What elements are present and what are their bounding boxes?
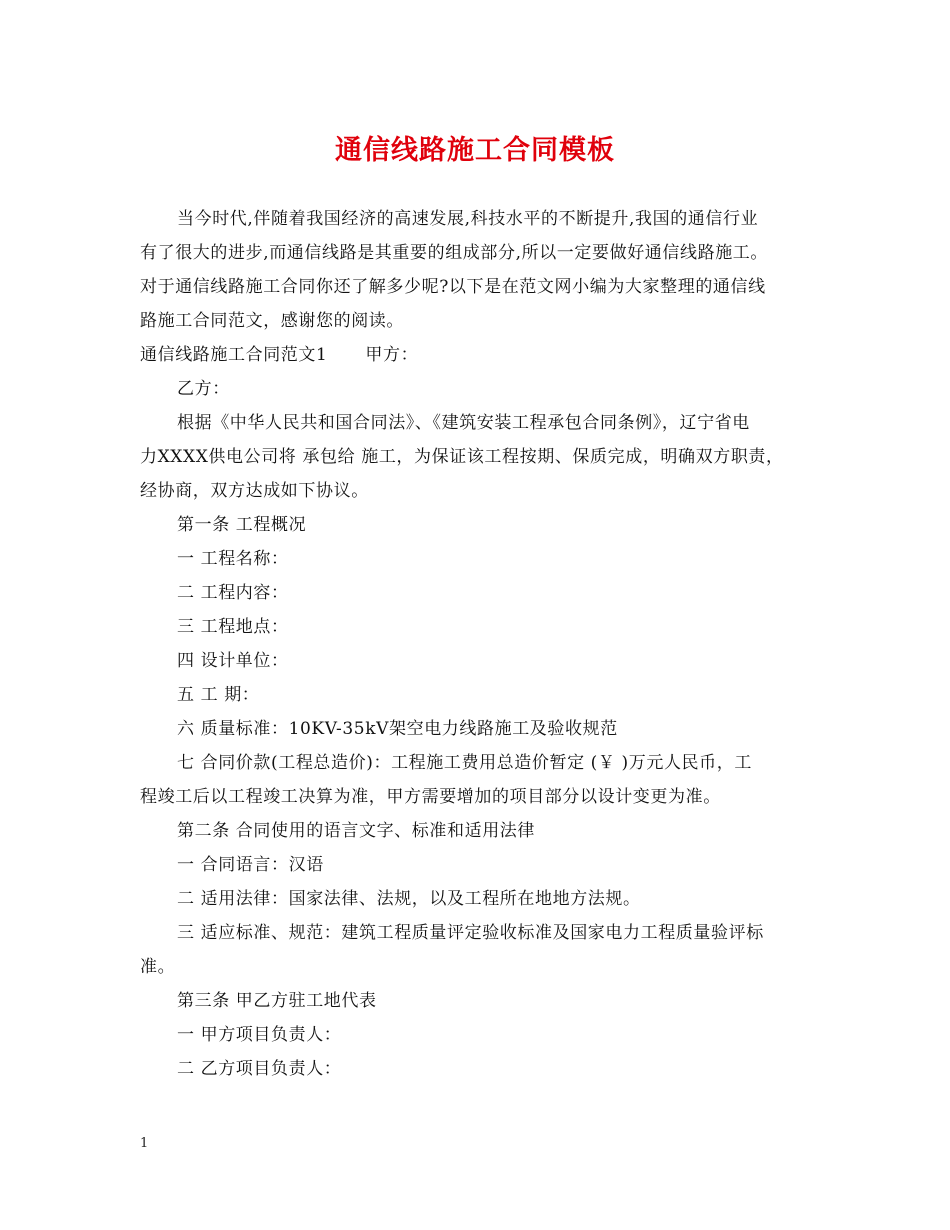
intro-line-1: 当今时代,伴随着我国经济的高速发展,科技水平的不断提升,我国的通信行业	[177, 209, 759, 229]
page-number: 1	[140, 1136, 149, 1151]
article-1-item-3: 三 工程地点：	[177, 617, 289, 637]
article-2-heading: 第二条 合同使用的语言文字、标准和适用法律	[177, 821, 536, 841]
article-1-item-6: 六 质量标准：10KV-35kV架空电力线路施工及验收规范	[177, 719, 618, 739]
body-line-2: 力XXXX供电公司将 承包给 施工，为保证该工程按期、保质完成，明确双方职责，	[140, 447, 784, 467]
article-3-heading: 第三条 甲乙方驻工地代表	[177, 991, 377, 1011]
body-line-3: 经协商，双方达成如下协议。	[140, 481, 369, 501]
article-1-item-7-cont: 程竣工后以工程竣工决算为准，甲方需要增加的项目部分以设计变更为准。	[140, 787, 721, 807]
article-3-item-1: 一 甲方项目负责人：	[177, 1025, 342, 1045]
article-1-item-7: 七 合同价款(工程总造价)：工程施工费用总造价暂定 (￥ )万元人民币，工	[177, 753, 752, 773]
sample-heading: 通信线路施工合同范文1	[140, 345, 328, 365]
article-1-item-4: 四 设计单位：	[177, 651, 289, 671]
article-1-item-2: 二 工程内容：	[177, 583, 289, 603]
sample-heading-line	[140, 344, 418, 366]
article-3-item-2: 二 乙方项目负责人：	[177, 1059, 342, 1079]
document-title: 通信线路施工合同模板	[335, 135, 615, 166]
article-1-item-1: 一 工程名称：	[177, 549, 289, 569]
article-2-item-3: 三 适应标准、规范：建筑工程质量评定验收标准及国家电力工程质量验评标	[177, 923, 764, 943]
party-a-label: 甲方：	[365, 345, 419, 365]
intro-line-3: 对于通信线路施工合同你还了解多少呢?以下是在范文网小编为大家整理的通信线	[140, 277, 766, 297]
party-b-label: 乙方：	[177, 379, 230, 399]
article-2-item-2: 二 适用法律：国家法律、法规，以及工程所在地地方法规。	[177, 889, 641, 909]
body-line-1: 根据《中华人民共和国合同法》、《建筑安装工程承包合同条例》，辽宁省电	[177, 413, 750, 433]
intro-line-4: 路施工合同范文，感谢您的阅读。	[140, 311, 404, 331]
article-2-item-3-cont: 准。	[140, 957, 176, 977]
article-2-item-1: 一 合同语言：汉语	[177, 855, 324, 875]
article-1-heading: 第一条 工程概况	[177, 515, 307, 535]
intro-line-2: 有了很大的进步,而通信线路是其重要的组成部分,所以一定要做好通信线路施工。	[140, 243, 769, 263]
article-1-item-5: 五 工 期：	[177, 685, 260, 705]
